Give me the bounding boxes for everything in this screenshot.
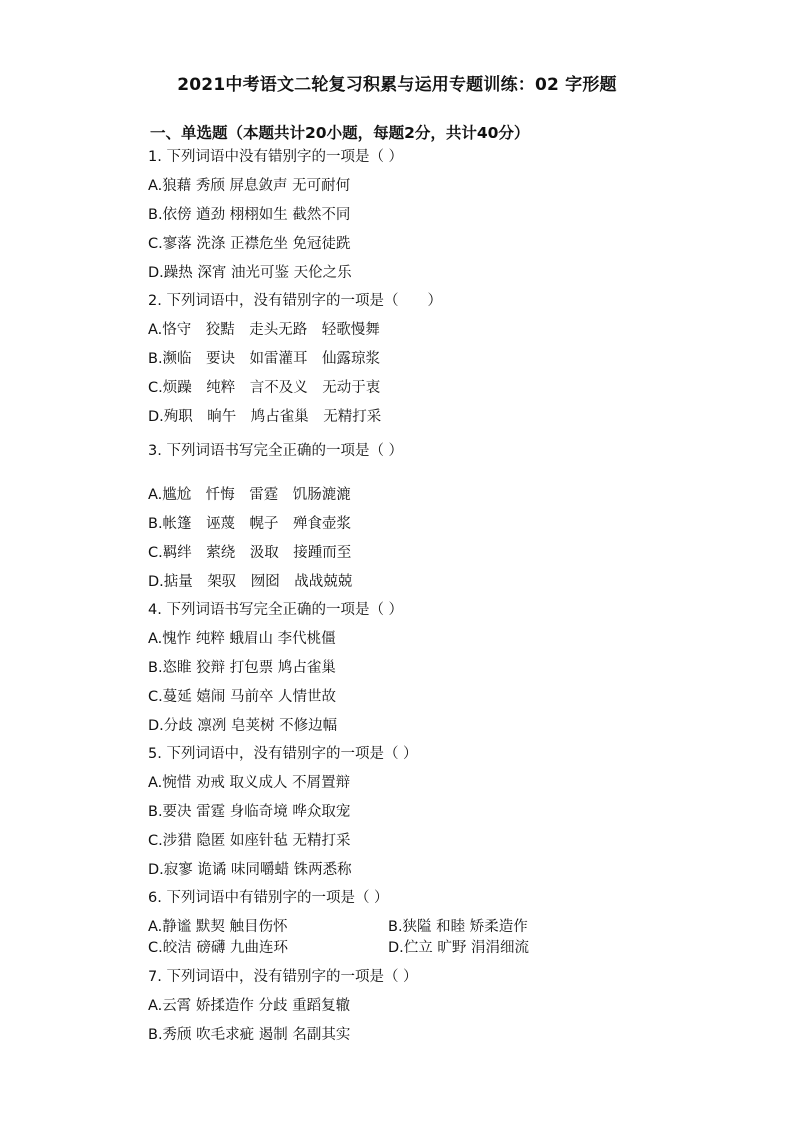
question-2-stem: 2. 下列词语中，没有错别字的一项是（ ） xyxy=(148,293,442,309)
question-3-option-c: C.羁绊 萦绕 汲取 接踵而至 xyxy=(148,545,352,561)
question-2-option-c: C.烦躁 纯粹 言不及义 无动于衷 xyxy=(148,380,381,396)
question-2-option-a: A.恪守 狡黠 走头无路 轻歌慢舞 xyxy=(148,322,380,338)
question-2-option-b: B.濒临 要诀 如雷灌耳 仙露琼浆 xyxy=(148,351,381,367)
question-3-stem: 3. 下列词语书写完全正确的一项是（ ） xyxy=(148,443,404,459)
question-1-option-a: A.狼藉 秀颀 屏息敛声 无可耐何 xyxy=(148,178,351,194)
question-6-option-b: B.狭隘 和睦 矫柔造作 xyxy=(388,919,528,935)
question-6-option-d: D.伫立 旷野 涓涓细流 xyxy=(388,940,529,956)
question-2-option-d: D.殉职 晌午 鸠占雀巢 无精打采 xyxy=(148,409,382,425)
question-7-stem: 7. 下列词语中，没有错别字的一项是（ ） xyxy=(148,969,418,985)
question-5-option-b: B.要决 雷霆 身临奇境 哗众取宠 xyxy=(148,804,351,820)
question-4-option-b: B.恣睢 狡辩 打包票 鸠占雀巢 xyxy=(148,660,336,676)
question-1-option-c: C.寥落 洗涤 正襟危坐 免冠徒跣 xyxy=(148,236,351,252)
question-4-stem: 4. 下列词语书写完全正确的一项是（ ） xyxy=(148,602,404,618)
question-4-option-d: D.分歧 凛冽 皂荚树 不修边幅 xyxy=(148,718,338,734)
question-3-option-d: D.掂量 架驭 囫囵 战战兢兢 xyxy=(148,574,353,590)
question-6-option-a: A.静谧 默契 触目伤怀 xyxy=(148,919,288,935)
question-3-option-b: B.帐篷 诬蔑 幌子 殚食壶浆 xyxy=(148,516,352,532)
question-5-stem: 5. 下列词语中，没有错别字的一项是（ ） xyxy=(148,746,418,762)
question-1-option-b: B.依傍 遒劲 栩栩如生 截然不同 xyxy=(148,207,351,223)
question-6-option-c: C.皎洁 磅礴 九曲连环 xyxy=(148,940,288,956)
question-1-stem: 1. 下列词语中没有错别字的一项是（ ） xyxy=(148,149,404,165)
question-7-option-a: A.云霄 娇揉造作 分歧 重蹈复辙 xyxy=(148,998,351,1014)
question-5-option-a: A.惋惜 劝戒 取义成人 不屑置辩 xyxy=(148,775,351,791)
question-5-option-d: D.寂寥 诡谲 味同嚼蜡 铢两悉称 xyxy=(148,862,352,878)
question-6-stem: 6. 下列词语中有错别字的一项是（ ） xyxy=(148,890,389,906)
question-4-option-c: C.蔓延 嬉闹 马前卒 人情世故 xyxy=(148,689,337,705)
question-7-option-b: B.秀颀 吹毛求疵 遏制 名副其实 xyxy=(148,1027,351,1043)
section-heading: 一、单选题（本题共计20小题，每题2分，共计40分） xyxy=(150,124,530,142)
question-1-option-d: D.躁热 深宵 油光可鉴 天伦之乐 xyxy=(148,265,352,281)
question-5-option-c: C.涉猎 隐匿 如座针毡 无精打采 xyxy=(148,833,351,849)
question-4-option-a: A.愧怍 纯粹 蛾眉山 李代桃僵 xyxy=(148,631,336,647)
question-3-option-a: A.尴尬 忏悔 雷霆 饥肠漉漉 xyxy=(148,487,351,503)
document-title: 2021中考语文二轮复习积累与运用专题训练：02 字形题 xyxy=(177,75,617,95)
